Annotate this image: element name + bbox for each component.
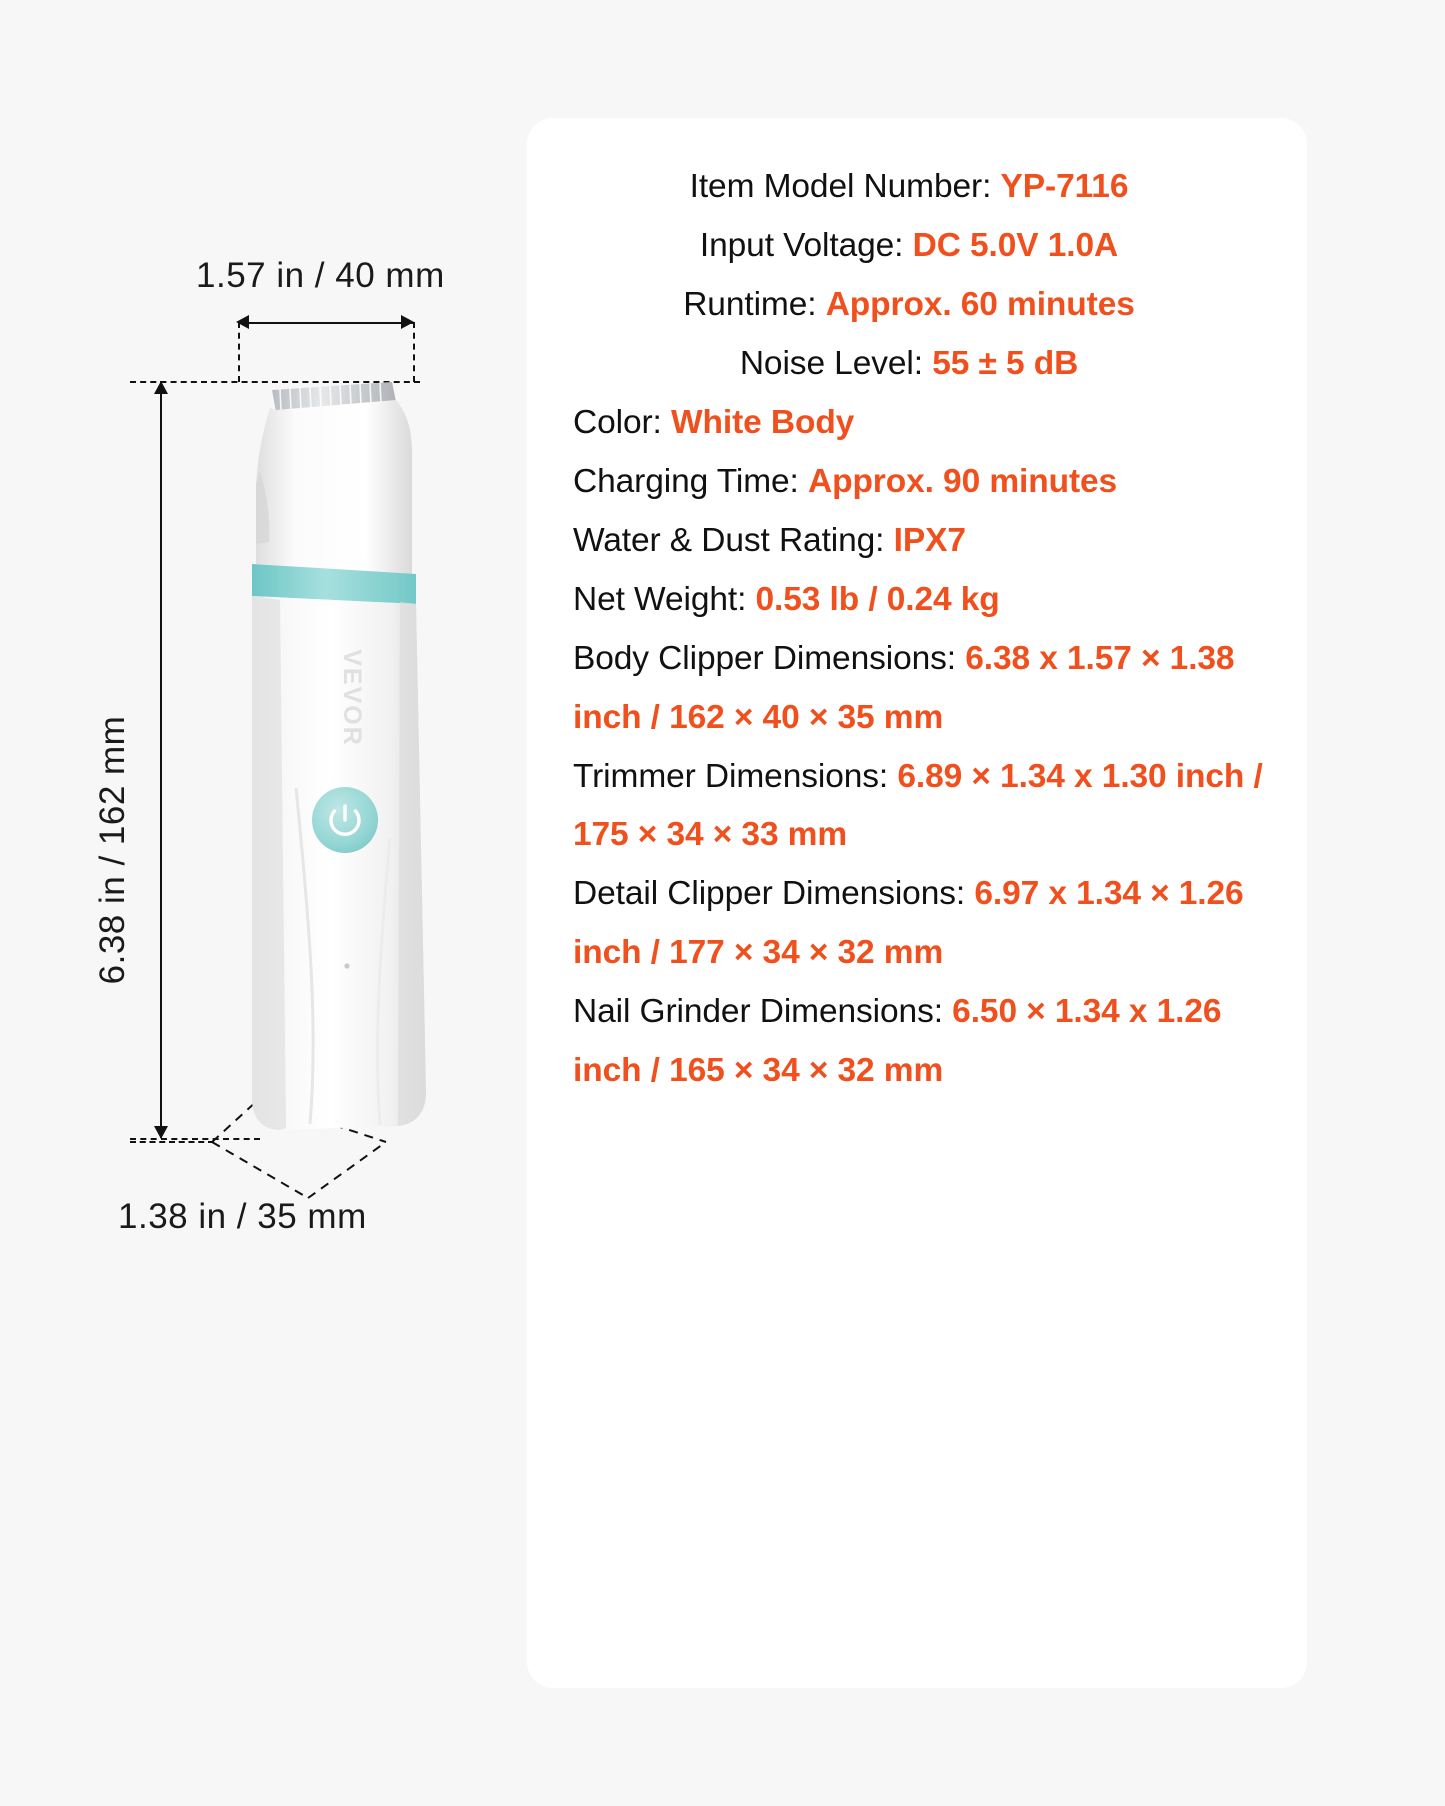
width-dimension-line [238, 322, 414, 324]
spec-value: YP-7116 [1000, 168, 1129, 205]
spec-label: Noise Level: [739, 344, 923, 382]
led-indicator [344, 963, 349, 968]
spec-row [555, 748, 1263, 866]
spec-label: Charging Time: [573, 462, 799, 500]
spec-row [555, 335, 1263, 394]
spec-row [555, 217, 1263, 276]
spec-row [555, 571, 1263, 630]
clipper-product-image [240, 368, 455, 1153]
spec-row [555, 630, 1263, 748]
spec-label: Detail Clipper Dimensions: [573, 875, 966, 913]
clipper-head [256, 400, 412, 574]
spec-value: DC 5.0V 1.0A [912, 226, 1119, 264]
width-dimension-label: 1.57 in / 40 mm [196, 256, 445, 295]
spec-label: Color: [573, 403, 662, 441]
spec-label: Input Voltage: [699, 226, 904, 264]
spec-row [555, 512, 1263, 571]
spec-value: Approx. 90 minutes [807, 462, 1118, 500]
height-arrow-down-icon [154, 1126, 168, 1139]
spec-value: 0.53 lb / 0.24 kg [755, 580, 1000, 618]
spec-row [555, 394, 1263, 453]
height-arrow-up-icon [154, 381, 168, 394]
spec-label: Nail Grinder Dimensions: [573, 993, 943, 1031]
spec-label: Item Model Number: [689, 168, 992, 205]
spec-value: Approx. 60 minutes [825, 285, 1135, 323]
spec-row [555, 158, 1263, 217]
spec-label: Runtime: [683, 285, 817, 323]
spec-label: Trimmer Dimensions: [573, 757, 889, 795]
brand-logo-text: VEVOR [338, 649, 366, 747]
spec-label: Net Weight: [573, 580, 747, 618]
spec-label: Water & Dust Rating: [573, 521, 885, 559]
spec-value: 55 ± 5 dB [932, 344, 1079, 382]
specifications-list [555, 158, 1263, 1101]
specifications-card [527, 118, 1307, 1688]
spec-row [555, 453, 1263, 512]
height-dimension-line [160, 381, 162, 1138]
spec-row [555, 983, 1263, 1101]
spec-value: 6.38 x 1.57 × 1.38 inch / 162 × 40 × 35 mm [573, 639, 1235, 736]
spec-value: IPX7 [893, 521, 966, 559]
spec-row [555, 276, 1263, 335]
spec-value: 6.50 × 1.34 x 1.26 inch / 165 × 34 × 32 mm [573, 993, 1222, 1090]
spec-label: Body Clipper Dimensions: [573, 639, 957, 677]
spec-value: 6.89 × 1.34 x 1.30 inch / 175 × 34 × 33 mm [573, 757, 1263, 854]
depth-dimension-label: 1.38 in / 35 mm [118, 1197, 367, 1236]
product-illustration-panel [0, 0, 600, 1806]
spec-value: 6.97 x 1.34 × 1.26 inch / 177 × 34 × 32 mm [573, 875, 1244, 972]
height-dimension-label: 6.38 in / 162 mm [93, 715, 132, 985]
spec-row [555, 865, 1263, 983]
spec-value: White Body [670, 403, 855, 441]
